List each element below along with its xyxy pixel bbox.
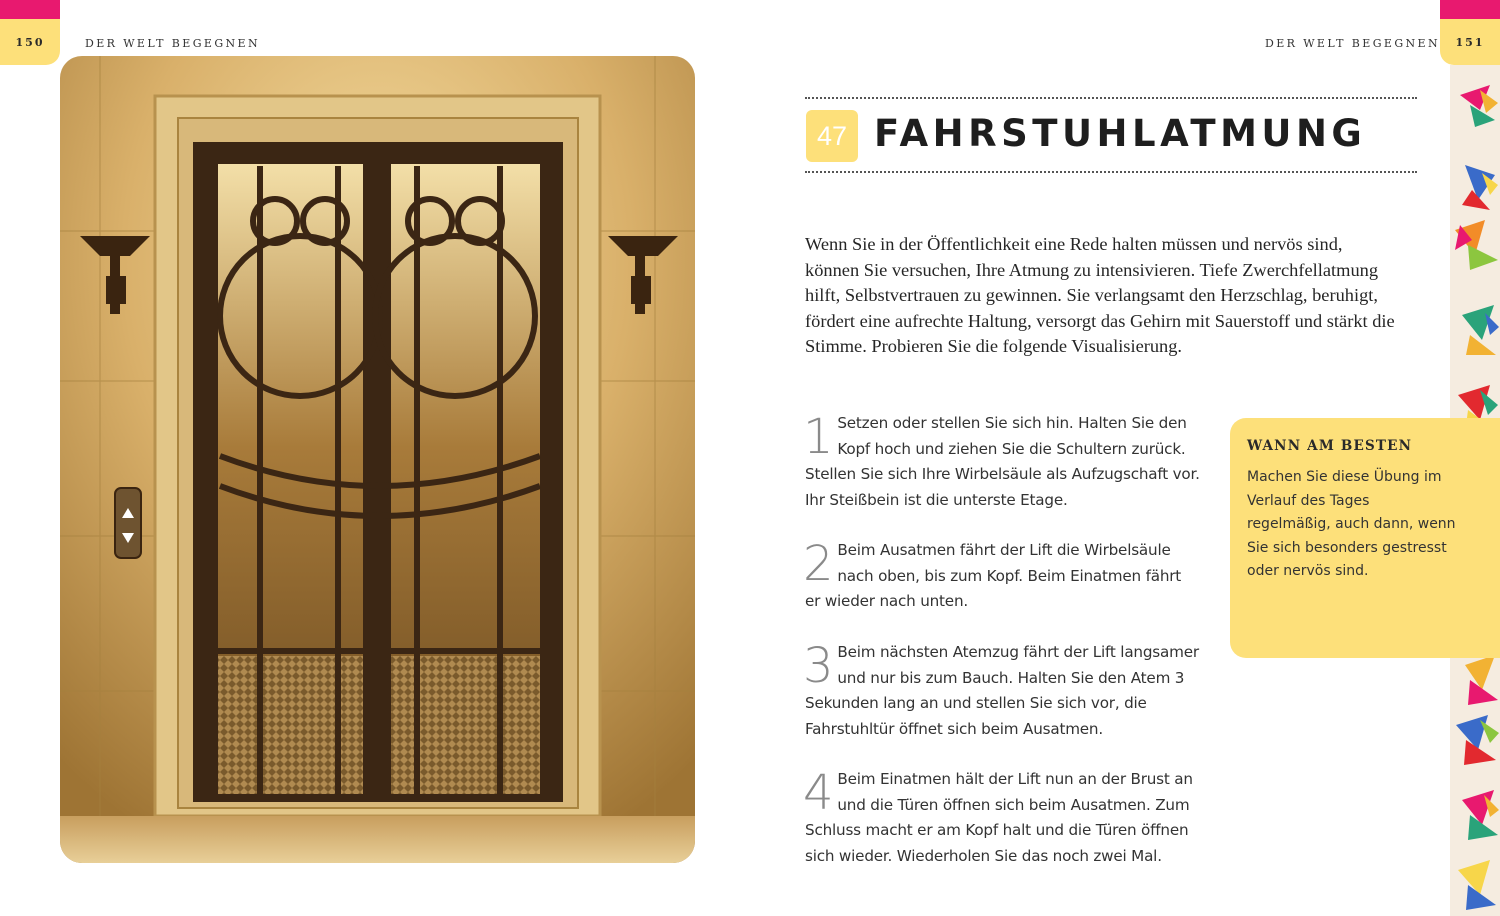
step-4: [805, 767, 1200, 869]
bird-icon: [1465, 655, 1498, 705]
bird-icon: [1458, 860, 1496, 910]
step-1: [805, 411, 1200, 513]
bird-icon: [1462, 165, 1498, 210]
title-top-rule: [805, 97, 1417, 99]
bird-icon: [1456, 715, 1499, 765]
left-running-head: DER WELT BEGEGNEN: [85, 37, 261, 50]
step-2: [805, 538, 1200, 615]
right-page-marker: [1440, 0, 1500, 19]
step-text: Beim Einatmen hält der Lift nun an der Brust an und die Türen öffnen sich beim Ausatmen. Zum Schluss macht er am Kopf halt und die Türen öffnen sich wieder. Wiederholen Sie das noch zwei Mal.: [805, 770, 1193, 865]
tip-box-text: Machen Sie diese Übung im Verlauf des Tages regelmäßig, auch dann, wenn Sie sich besonders gestresst oder nervös sind.: [1247, 469, 1456, 580]
title-bottom-rule: [805, 171, 1417, 173]
tip-box-heading: WANN AM BESTEN: [1247, 438, 1413, 454]
tip-box: [1230, 418, 1500, 658]
step-3: [805, 640, 1200, 742]
step-number: 4: [803, 765, 834, 821]
exercise-title: FAHRSTUHLATMUNG: [874, 112, 1367, 155]
left-page-number: 150: [0, 19, 60, 65]
right-running-head: DER WELT BEGEGNEN: [1265, 37, 1441, 50]
step-number: 3: [803, 638, 834, 694]
left-page-marker: [0, 0, 60, 19]
step-number: 2: [803, 536, 834, 592]
step-number: 1: [803, 409, 834, 465]
bird-icon: [1455, 220, 1498, 270]
bird-icon: [1462, 305, 1499, 355]
step-text: Beim nächsten Atemzug fährt der Lift langsamer und nur bis zum Bauch. Halten Sie den Atem 3 Sekunden lang an und stellen Sie sich vor, die Fahrstuhltür öffnet sich beim Ausatmen.: [805, 643, 1199, 738]
step-text: Setzen oder stellen Sie sich hin. Halten Sie den Kopf hoch und ziehen Sie die Schultern zurück. Stellen Sie sich Ihre Wirbelsäule als Aufzugschaft vor. Ihr Steißbein ist die unterste Etage.: [805, 414, 1200, 509]
bird-icon: [1462, 790, 1499, 840]
exercise-number-badge: 47: [806, 110, 858, 162]
intro-paragraph: Wenn Sie in der Öffentlichkeit eine Rede halten müssen und nervös sind, können Sie versuchen, Ihre Atmung zu intensivieren. Tiefe Zwerchfellatmung hilft, Selbstvertrauen zu gewinnen. Sie verlangsamt den Herzschlag, beruhigt, fördert eine aufrechte Haltung, versorgt das Gehirn mit Sauerstoff und stärkt die Stimme. Probieren Sie die folgende Visualisierung.: [805, 234, 1395, 357]
right-page-number: 151: [1440, 19, 1500, 65]
elevator-photo: [60, 56, 695, 863]
bird-icon: [1460, 85, 1498, 127]
step-text: Beim Ausatmen fährt der Lift die Wirbelsäule nach oben, bis zum Kopf. Beim Einatmen fährt er wieder nach unten.: [805, 541, 1182, 611]
